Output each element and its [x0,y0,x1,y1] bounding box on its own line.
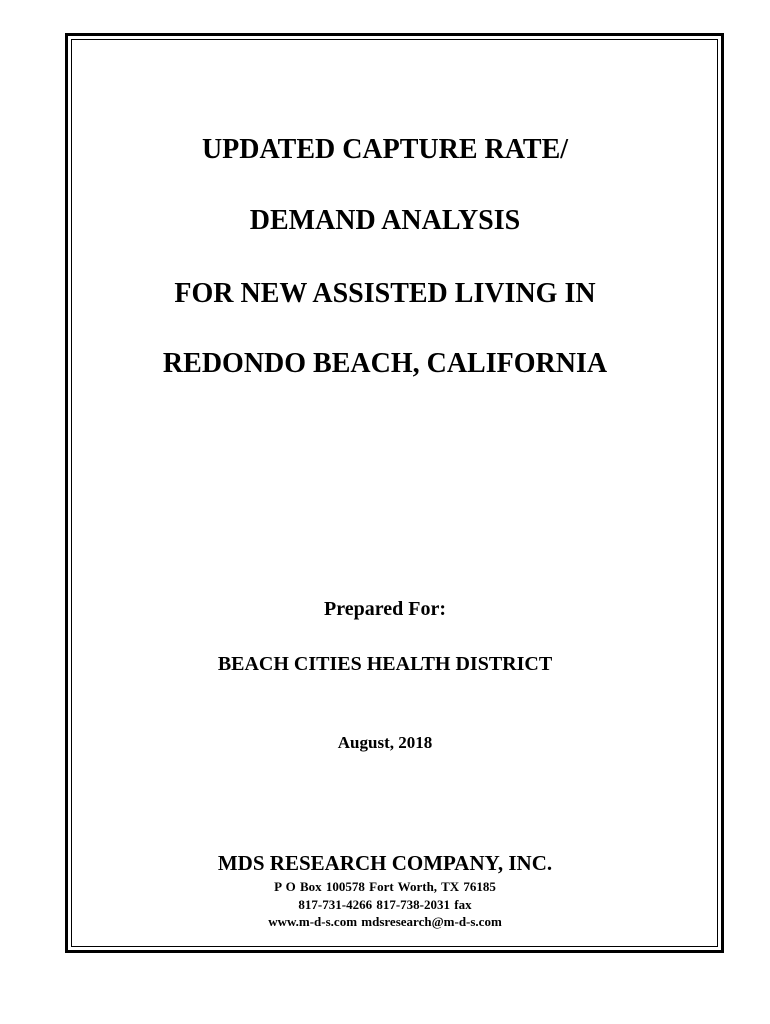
company-phones: 817-731-4266 817-738-2031 fax [298,897,472,912]
page-border [65,33,724,953]
page-border-inner [71,39,718,947]
company-address: P O Box 100578 Fort Worth, TX 76185 [274,879,496,894]
report-date: August, 2018 [337,733,433,752]
report-title-line-1: UPDATED CAPTURE RATE/ [201,134,569,165]
company-name: MDS RESEARCH COMPANY, INC. [217,851,553,875]
prepared-for-label: Prepared For: [323,598,446,620]
report-title-line-3: FOR NEW ASSISTED LIVING IN [174,278,596,309]
report-title-line-4: REDONDO BEACH, CALIFORNIA [162,348,608,379]
report-title-line-2: DEMAND ANALYSIS [249,205,521,236]
company-web-email: www.m-d-s.com mdsresearch@m-d-s.com [268,914,502,929]
client-name: BEACH CITIES HEALTH DISTRICT [217,653,553,675]
